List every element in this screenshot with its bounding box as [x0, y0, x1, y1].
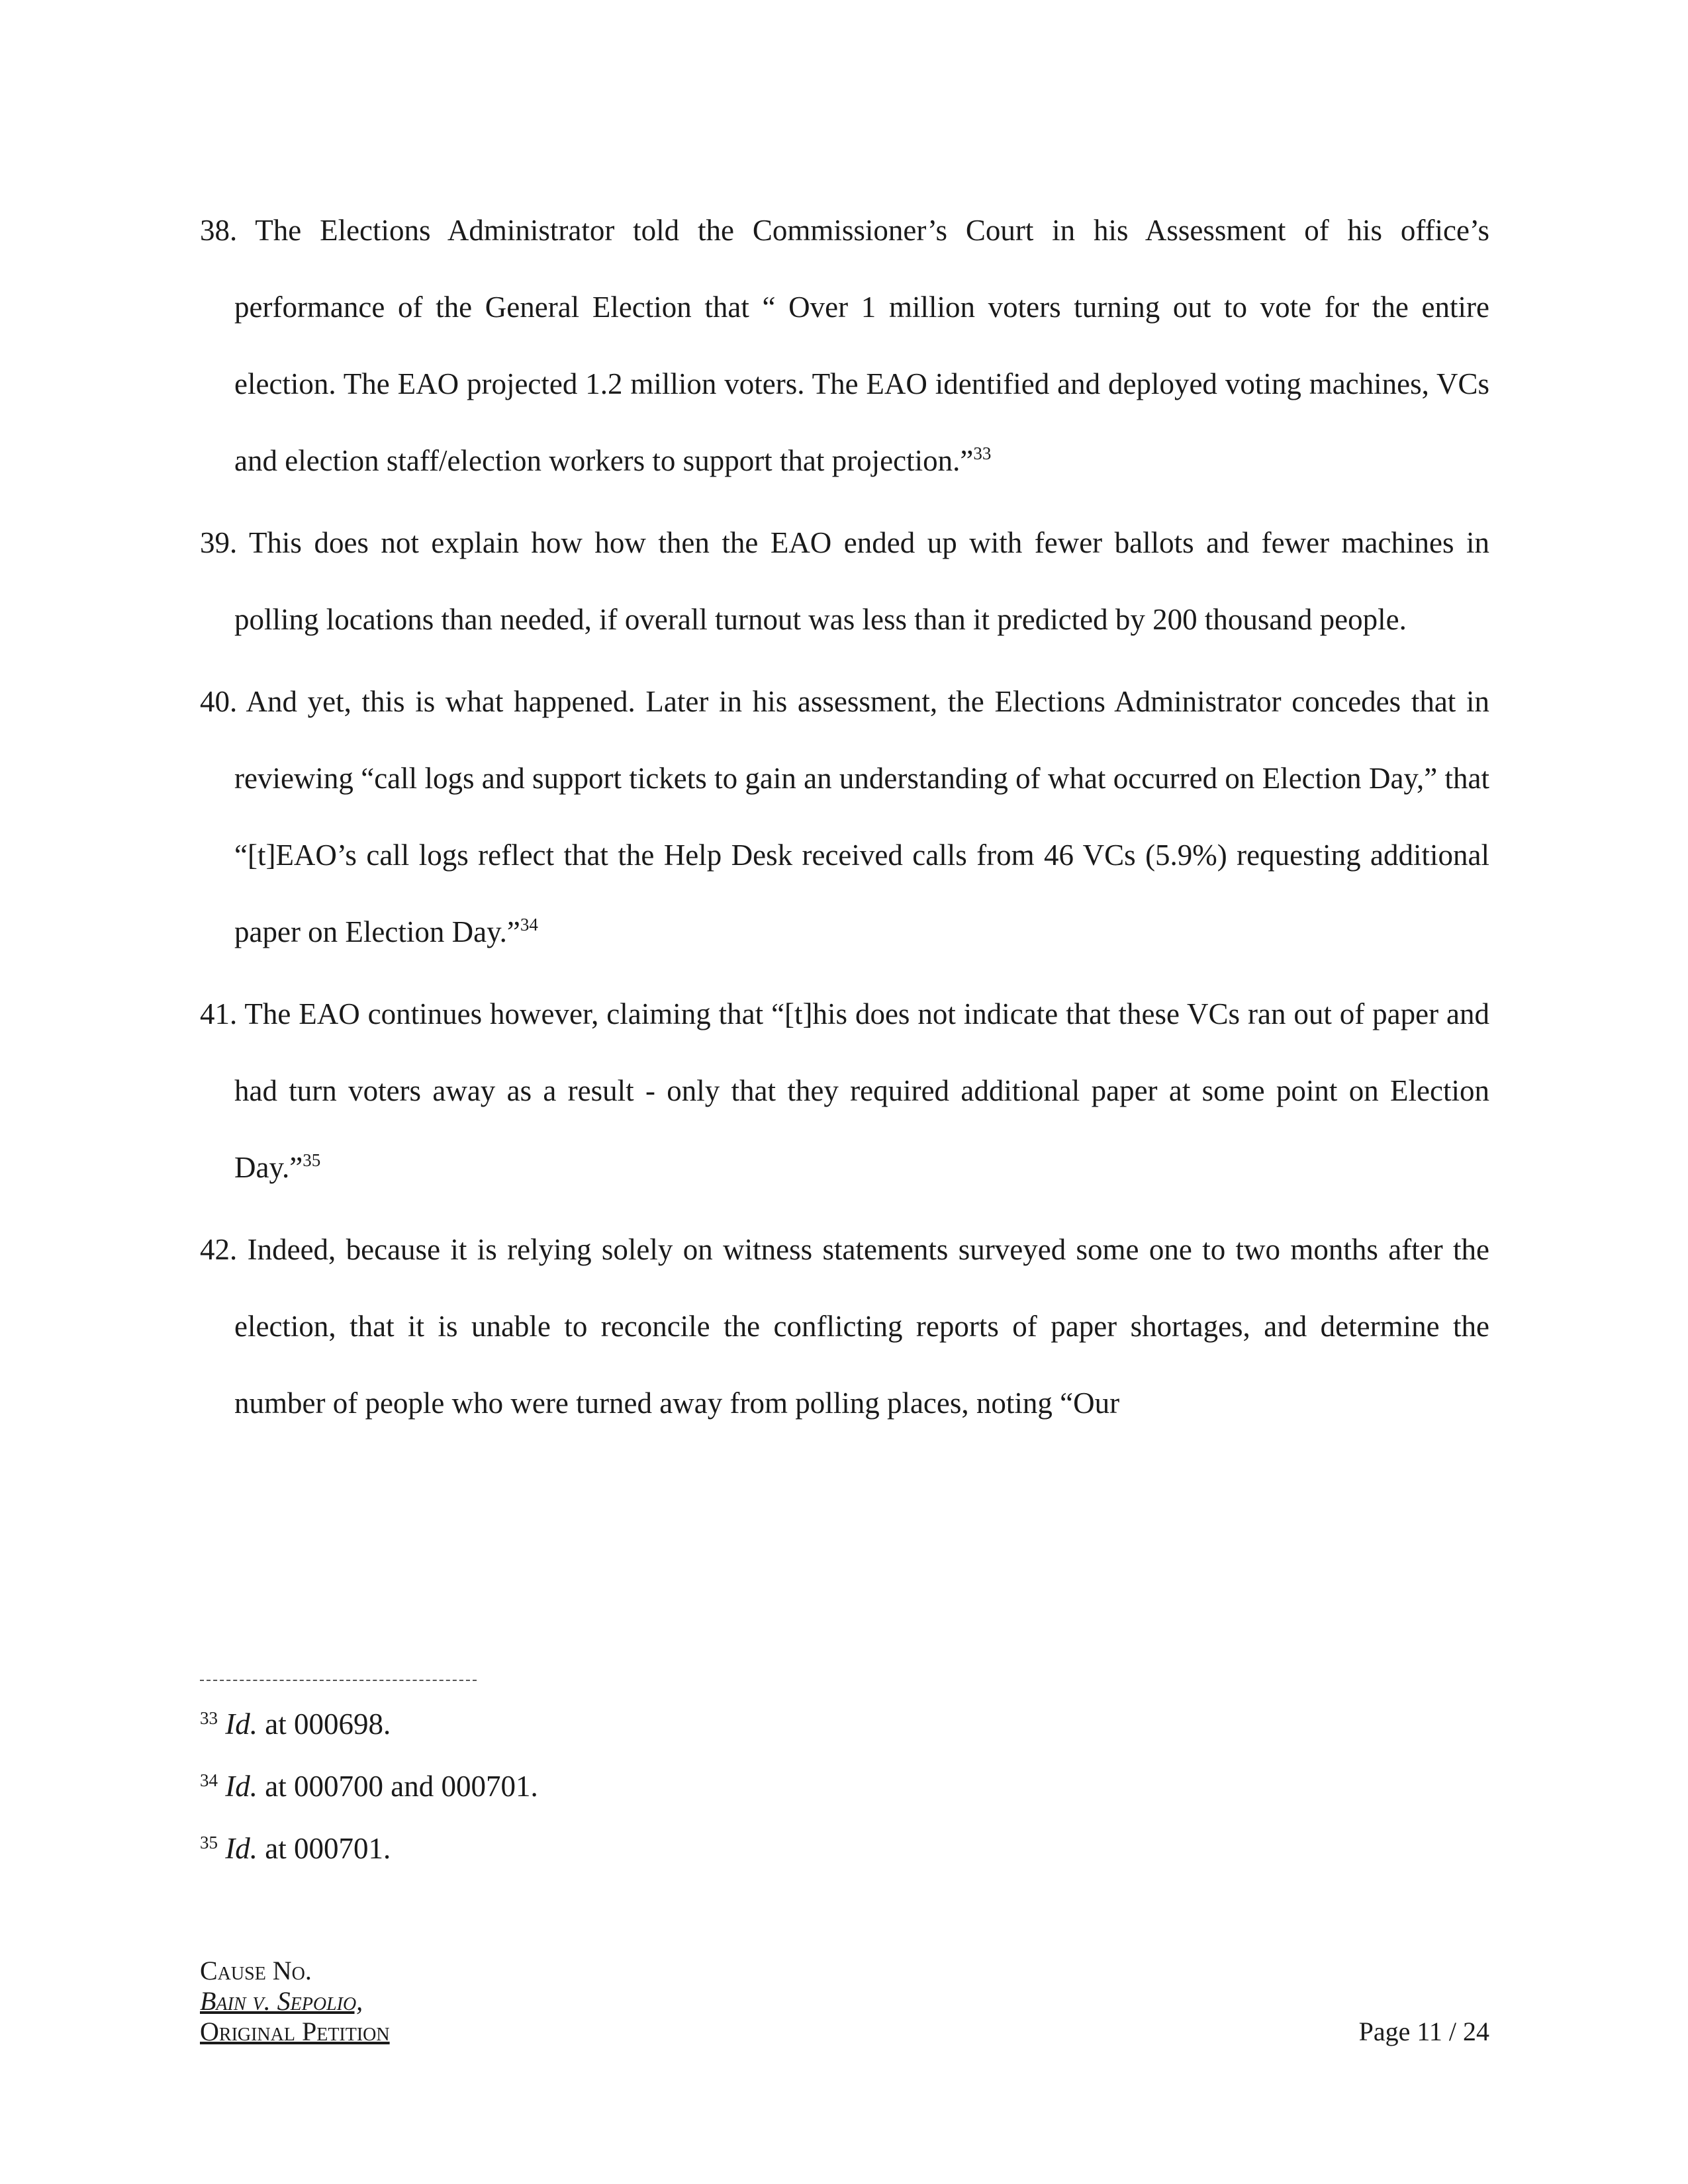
footnote-text: at 000701. [258, 1832, 391, 1865]
paragraph-41 [200, 976, 1489, 1206]
footnotes [200, 1693, 994, 1880]
footnote-text: at 000698. [258, 1707, 391, 1741]
footnote-34 [200, 1755, 994, 1817]
page-footer [200, 1956, 1489, 2047]
paragraph-number: 39. [200, 526, 238, 559]
footnote-cite: Id. [225, 1707, 258, 1741]
petition-body [200, 192, 1489, 1447]
footnote-33 [200, 1693, 994, 1755]
paragraph-number: 42. [200, 1233, 238, 1266]
document-type: Original Petition [200, 2017, 390, 2046]
footnote-separator [200, 1680, 477, 1681]
footnote-ref: 35 [303, 1150, 321, 1170]
footnote-cite: Id. [225, 1770, 258, 1803]
paragraph-number: 38. [200, 214, 238, 247]
cause-number: Cause No. [200, 1956, 312, 1985]
footnote-ref: 33 [973, 443, 992, 463]
footnote-number: 35 [200, 1833, 218, 1852]
paragraph-38 [200, 192, 1489, 499]
case-name: Bain v. Sepolio, [200, 1986, 363, 2016]
paragraph-40 [200, 663, 1489, 970]
paragraph-42 [200, 1211, 1489, 1441]
footnote-number: 34 [200, 1770, 218, 1790]
paragraph-39 [200, 504, 1489, 658]
footnote-cite: Id. [225, 1832, 258, 1865]
paragraph-number: 41. [200, 997, 238, 1030]
footnote-ref: 34 [520, 915, 538, 934]
paragraph-text: The Elections Administrator told the Commissioner’s Court in his Assessment of his office’s performance of the General Election that “ Over 1 million voters turning out to vote for the entire election. The EAO projected 1.2 million voters. The EAO identified and deployed voting machines, VCs and election staff/election workers to support that projection.” [234, 214, 1490, 477]
paragraph-text: Indeed, because it is relying solely on witness statements surveyed some one to two months after the election, that it is unable to reconcile the conflicting reports of paper shortages, and determine the number of people who were turned away from polling places, noting “Our [234, 1233, 1490, 1420]
paragraph-text: The EAO continues however, claiming that “[t]his does not indicate that these VCs ran out of paper and had turn voters away as a result - only that they required additional paper at some point on Election Day.” [234, 997, 1489, 1184]
footnote-35 [200, 1817, 994, 1880]
paragraph-text: This does not explain how how then the EAO ended up with fewer ballots and fewer machines in polling locations than needed, if overall turnout was less than it predicted by 200 thousand people. [234, 526, 1489, 636]
paragraph-text: And yet, this is what happened. Later in his assessment, the Elections Administrator concedes that in reviewing “call logs and support tickets to gain an understanding of what occurred on Election Day,” that “[t]EAO’s call logs reflect that the Help Desk received calls from 46 VCs (5.9%) requesting additional paper on Election Day.” [234, 685, 1489, 948]
footnote-number: 33 [200, 1708, 218, 1728]
paragraph-number: 40. [200, 685, 238, 718]
footnote-text: at 000700 and 000701. [258, 1770, 538, 1803]
page-number: Page 11 / 24 [1358, 2017, 1489, 2046]
